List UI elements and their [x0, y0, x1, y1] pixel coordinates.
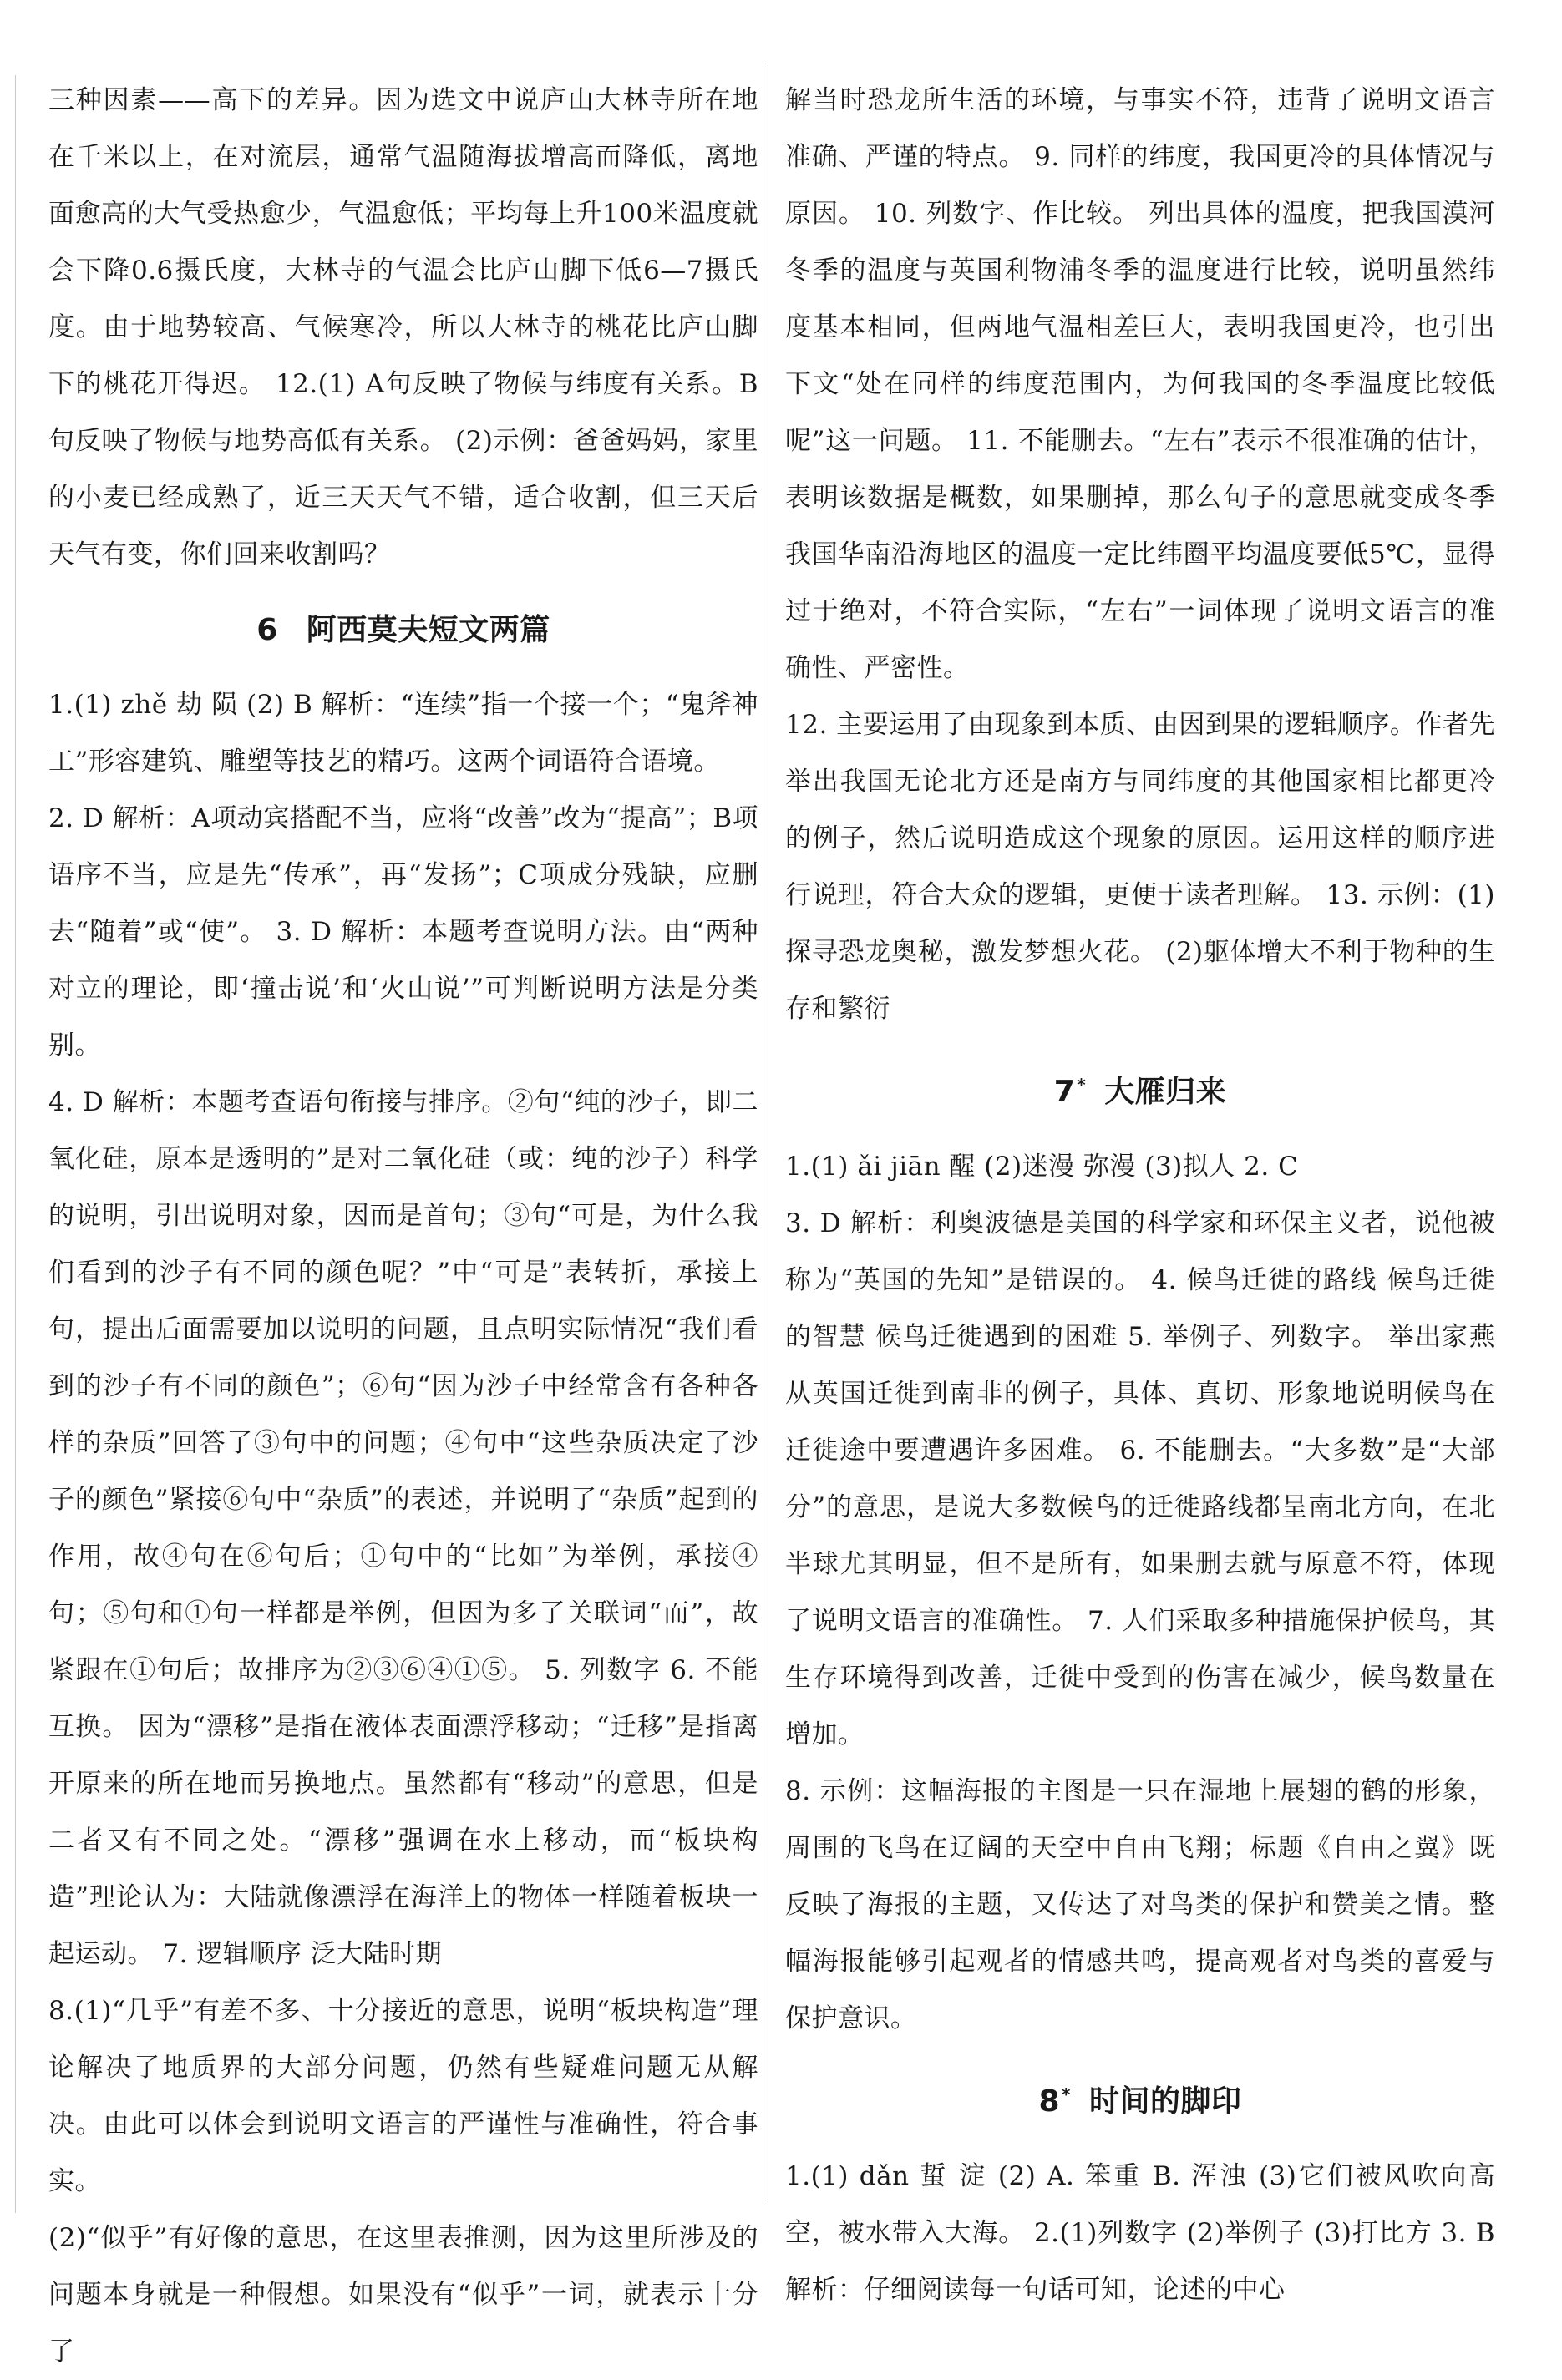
- answer-paragraph: 8. 示例：这幅海报的主图是一只在湿地上展翅的鹤的形象，周围的飞鸟在辽阔的天空中自由飞翔；标题《自由之翼》既反映了海报的主题，又传达了对鸟类的保护和赞美之情。整幅海报能够引起观者的情感共鸣，提高观者对鸟类的喜爱与保护意识。: [785, 1776, 1495, 2033]
- answer-paragraph: (2)“似乎”有好像的意思，在这里表推测，因为这里所涉及的问题本身就是一种假想。如果没有“似乎”一词，就表示十分了: [48, 2223, 758, 2367]
- section-title: 时间的脚印: [1089, 2084, 1242, 2119]
- right-column: [785, 72, 1495, 2318]
- answer-paragraph: 12. 主要运用了由现象到本质、由因到果的逻辑顺序。作者先举出我国无论北方还是南方与同纬度的其他国家相比都更冷的例子，然后说明造成这个现象的原因。运用这样的顺序进行说理，符合大众的逻辑，更便于读者理解。 13. 示例：(1)探寻恐龙奥秘，激发梦想火花。 (2)躯体增大不利于物种的生存和繁衍: [785, 710, 1495, 1024]
- left-column: [48, 72, 758, 2380]
- section-title: 大雁归来: [1104, 1075, 1227, 1109]
- section-title: 阿西莫夫短文两篇: [306, 613, 550, 647]
- continuation-text: 三种因素——高下的差异。因为选文中说庐山大林寺所在地在千米以上，在对流层，通常气温随海拔增高而降低，离地面愈高的大气受热愈少，气温愈低；平均每上升100米温度就会下降0.6摄氏度，大林寺的气温会比庐山脚下低6—7摄氏度。由于地势较高、气候寒冷，所以大林寺的桃花比庐山脚下的桃花开得迟。 12.(1) A句反映了物候与纬度有关系。B句反映了物候与地势高低有关系。 (2)示例：爸爸妈妈，家里的小麦已经成熟了，近三天天气不错，适合收割，但三天后天气有变，你们回来收割吗？: [48, 85, 758, 570]
- answer-paragraph: 1.(1) zhě 劫 陨 (2) B 解析：“连续”指一个接一个；“鬼斧神工”形容建筑、雕塑等技艺的精巧。这两个词语符合语境。: [48, 690, 758, 777]
- answer-paragraph: 3. D 解析：利奥波德是美国的科学家和环保主义者，说他被称为“英国的先知”是错误的。 4. 候鸟迁徙的路线 候鸟迁徙的智慧 候鸟迁徙遇到的困难 5. 举例子、列数字。 举出家燕从英国迁徙到南非的例子，具体、真切、形象地说明候鸟在迁徙途中要遭遇许多困难。 6. 不能删去。“大多数”是“大部分”的意思，是说大多数候鸟的迁徙路线都呈南北方向，在北半球尤其明显，但不是所有，如果删去就与原意不符，体现了说明文语言的准确性。 7. 人们采取多种措施保护候鸟，其生存环境得到改善，迁徙中受到的伤害在减少，候鸟数量在增加。: [785, 1208, 1495, 1750]
- section-heading-8: [785, 2065, 1495, 2131]
- optional-star-icon: *: [1062, 2084, 1071, 2104]
- answer-paragraph: 1.(1) dǎn 蜇 淀 (2) A. 笨重 B. 浑浊 (3)它们被风吹向高空，被水带入大海。 2.(1)列数字 (2)举例子 (3)打比方 3. B 解析：仔细阅读每一句话可知，论述的中心: [785, 2161, 1495, 2305]
- section-heading-6: [48, 601, 758, 660]
- optional-star-icon: *: [1077, 1075, 1087, 1095]
- section-heading-7: [785, 1056, 1495, 1122]
- section-number: 8: [1038, 2084, 1061, 2119]
- section-number: 7: [1053, 1075, 1076, 1109]
- answer-paragraph: 2. D 解析：A项动宾搭配不当，应将“改善”改为“提高”；B项语序不当，应是先“传承”，再“发扬”；C项成分残缺，应删去“随着”或“使”。 3. D 解析：本题考查说明方法。由“两种对立的理论，即‘撞击说’和‘火山说’”可判断说明方法是分类别。: [48, 803, 758, 1061]
- margin-rule: [15, 75, 16, 2213]
- section-number: 6: [256, 613, 278, 647]
- answer-paragraph: 8.(1)“几乎”有差不多、十分接近的意思，说明“板块构造”理论解决了地质界的大部分问题，仍然有些疑难问题无从解决。由此可以体会到说明文语言的严谨性与准确性，符合事实。: [48, 1996, 758, 2196]
- answer-paragraph: 1.(1) ǎi jiān 醒 (2)迷漫 弥漫 (3)拟人 2. C: [785, 1152, 1299, 1182]
- answer-paragraph: 4. D 解析：本题考查语句衔接与排序。②句“纯的沙子，即二氧化硅，原本是透明的”是对二氧化硅（或：纯的沙子）科学的说明，引出说明对象，因而是首句；③句“可是，为什么我们看到的沙子有不同的颜色呢？”中“可是”表转折，承接上句，提出后面需要加以说明的问题，且点明实际情况“我们看到的沙子有不同的颜色”；⑥句“因为沙子中经常含有各种各样的杂质”回答了③句中的问题；④句中“这些杂质决定了沙子的颜色”紧接⑥句中“杂质”的表述，并说明了“杂质”起到的作用，故④句在⑥句后；①句中的“比如”为举例，承接④句；⑤句和①句一样都是举例，但因为多了关联词“而”，故紧跟在①句后；故排序为②③⑥④①⑤。 5. 列数字 6. 不能互换。 因为“漂移”是指在液体表面漂浮移动；“迁移”是指离开原来的所在地而另换地点。虽然都有“移动”的意思，但是二者又有不同之处。“漂移”强调在水上移动，而“板块构造”理论认为：大陆就像漂浮在海洋上的物体一样随着板块一起运动。 7. 逻辑顺序 泛大陆时期: [48, 1087, 758, 1969]
- continuation-text: 解当时恐龙所生活的环境，与事实不符，违背了说明文语言准确、严谨的特点。 9. 同样的纬度，我国更冷的具体情况与原因。 10. 列数字、作比较。 列出具体的温度，把我国漠河冬季的温度与英国利物浦冬季的温度进行比较，说明虽然纬度基本相同，但两地气温相差巨大，表明我国更冷，也引出下文“处在同样的纬度范围内，为何我国的冬季温度比较低呢”这一问题。 11. 不能删去。“左右”表示不很准确的估计，表明该数据是概数，如果删掉，那么句子的意思就变成冬季我国华南沿海地区的温度一定比纬圈平均温度要低5℃，显得过于绝对，不符合实际，“左右”一词体现了说明文语言的准确性、严密性。: [785, 85, 1495, 683]
